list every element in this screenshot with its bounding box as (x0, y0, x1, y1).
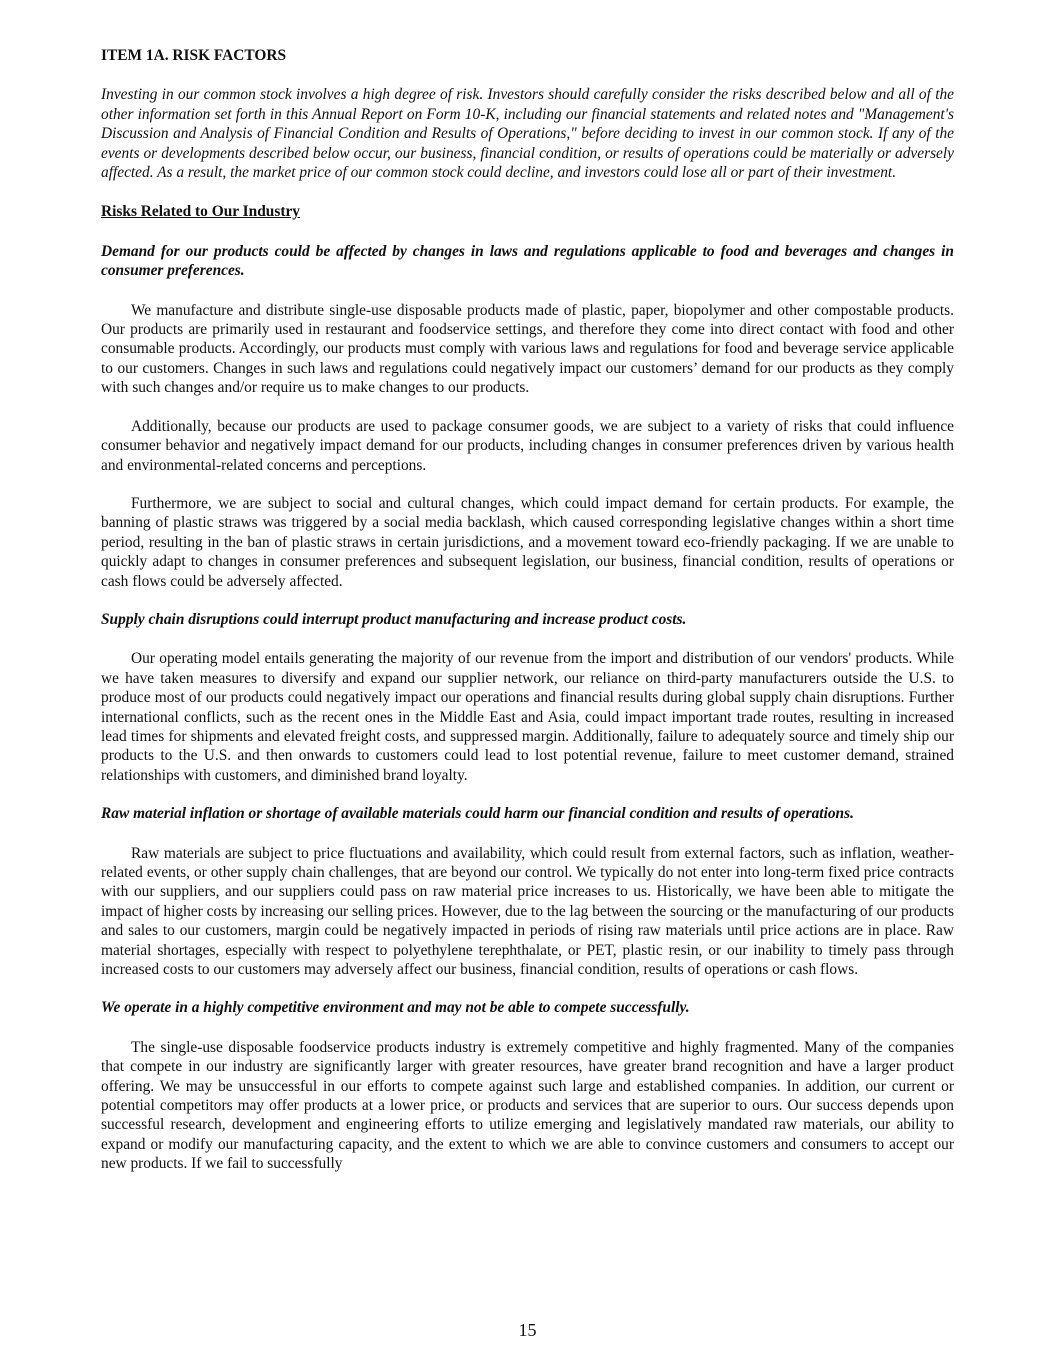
risk-block-supply-chain (101, 610, 954, 785)
body-paragraph: Furthermore, we are subject to social and cultural changes, which could impact demand for certain products. For example, the banning of plastic straws was triggered by a social media backlash, which caused corresponding legislative changes within a short time period, resulting in the ban of plastic straws in certain jurisdictions, and a movement toward eco-friendly packaging. If we are unable to quickly adapt to changes in consumer preferences and subsequent legislation, our business, financial condition, results of operations or cash flows could be adversely affected. (101, 494, 954, 590)
body-paragraph: Raw materials are subject to price fluctuations and availability, which could result from external factors, such as inflation, weather-related events, or other supply chain challenges, that are beyond our control. We typically do not enter into long-term fixed price contracts with our suppliers, and our suppliers could pass on raw material price increases to us. Historically, we have been able to mitigate the impact of higher costs by increasing our selling prices. However, due to the lag between the sourcing or the manufacturing of our products and sales to our customers, margin could be negatively impacted in periods of rising raw materials until price actions are in place. Raw material shortages, especially with respect to polyethylene terephthalate, or PET, plastic resin, or our inability to timely pass through increased costs to our customers may adversely affect our business, financial condition, results of operations or cash flows. (101, 844, 954, 979)
risk-title: Supply chain disruptions could interrupt product manufacturing and increase product costs. (101, 610, 687, 628)
risk-title: Demand for our products could be affected by changes in laws and regulations applicable to food and beverages and changes in consumer preferences. (101, 242, 954, 280)
page-number: 15 (518, 1320, 537, 1340)
body-paragraph: We manufacture and distribute single-use disposable products made of plastic, paper, biopolymer and other compostable products. Our products are primarily used in restaurant and foodservice settings, and therefore they come into direct contact with food and other consumable products. Accordingly, our products must comply with various laws and regulations for food and beverage service applicable to our customers. Changes in such laws and regulations could negatively impact our customers’ demand for our products as they comply with such changes and/or require us to make changes to our products. (101, 301, 954, 397)
risk-block-competition (101, 998, 954, 1173)
risk-block-demand (101, 242, 954, 591)
item-heading: ITEM 1A. RISK FACTORS (101, 47, 287, 64)
intro-paragraph: Investing in our common stock involves a high degree of risk. Investors should carefully consider the risks described below and all of the other information set forth in this Annual Report on Form 10-K, including our financial statements and related notes and "Management's Discussion and Analysis of Financial Condition and Results of Operations," before deciding to invest in our common stock. If any of the events or developments described below occur, our business, financial condition, or results of operations could be materially or adversely affected. As a result, the market price of our common stock could decline, and investors could lose all or part of their investment. (101, 86, 954, 182)
section-heading: Risks Related to Our Industry (101, 203, 300, 221)
body-paragraph: The single-use disposable foodservice products industry is extremely competitive and highly fragmented. Many of the companies that compete in our industry are significantly larger with greater resources, have greater brand recognition and have a larger product offering. We may be unsuccessful in our efforts to compete against such large and established companies. In addition, our current or potential competitors may offer products at a lower price, or products and services that are superior to ours. Our success depends upon successful research, development and engineering efforts to utilize emerging and legislatively mandated raw materials, our ability to expand or modify our manufacturing capacity, and the extent to which we are able to convince customers and consumers to accept our new products. If we fail to successfully (101, 1038, 954, 1173)
body-paragraph: Our operating model entails generating the majority of our revenue from the import and distribution of our vendors' products. While we have taken measures to diversify and expand our supplier network, our reliance on third-party manufacturers outside the U.S. to produce most of our products could negatively impact our operations and financial results during global supply chain disruptions. Further international conflicts, such as the recent ones in the Middle East and Asia, could impact important trade routes, resulting in increased lead times for shipments and elevated freight costs, and suppressed margin. Additionally, failure to adequately source and timely ship our products to the U.S. and then onwards to customers could lead to lost potential revenue, failure to meet customer demand, strained relationships with customers, and diminished brand loyalty. (101, 650, 954, 784)
body-paragraph: Additionally, because our products are used to package consumer goods, we are subject to a variety of risks that could influence consumer behavior and negatively impact demand for our products, including changes in consumer preferences driven by various health and environmental-related concerns and perceptions. (101, 417, 954, 474)
document-page (101, 46, 954, 1193)
risk-title: We operate in a highly competitive environment and may not be able to compete successfully. (101, 999, 690, 1017)
risk-block-raw-material (101, 804, 954, 979)
risk-title: Raw material inflation or shortage of available materials could harm our financial condition and results of operations. (101, 805, 854, 823)
